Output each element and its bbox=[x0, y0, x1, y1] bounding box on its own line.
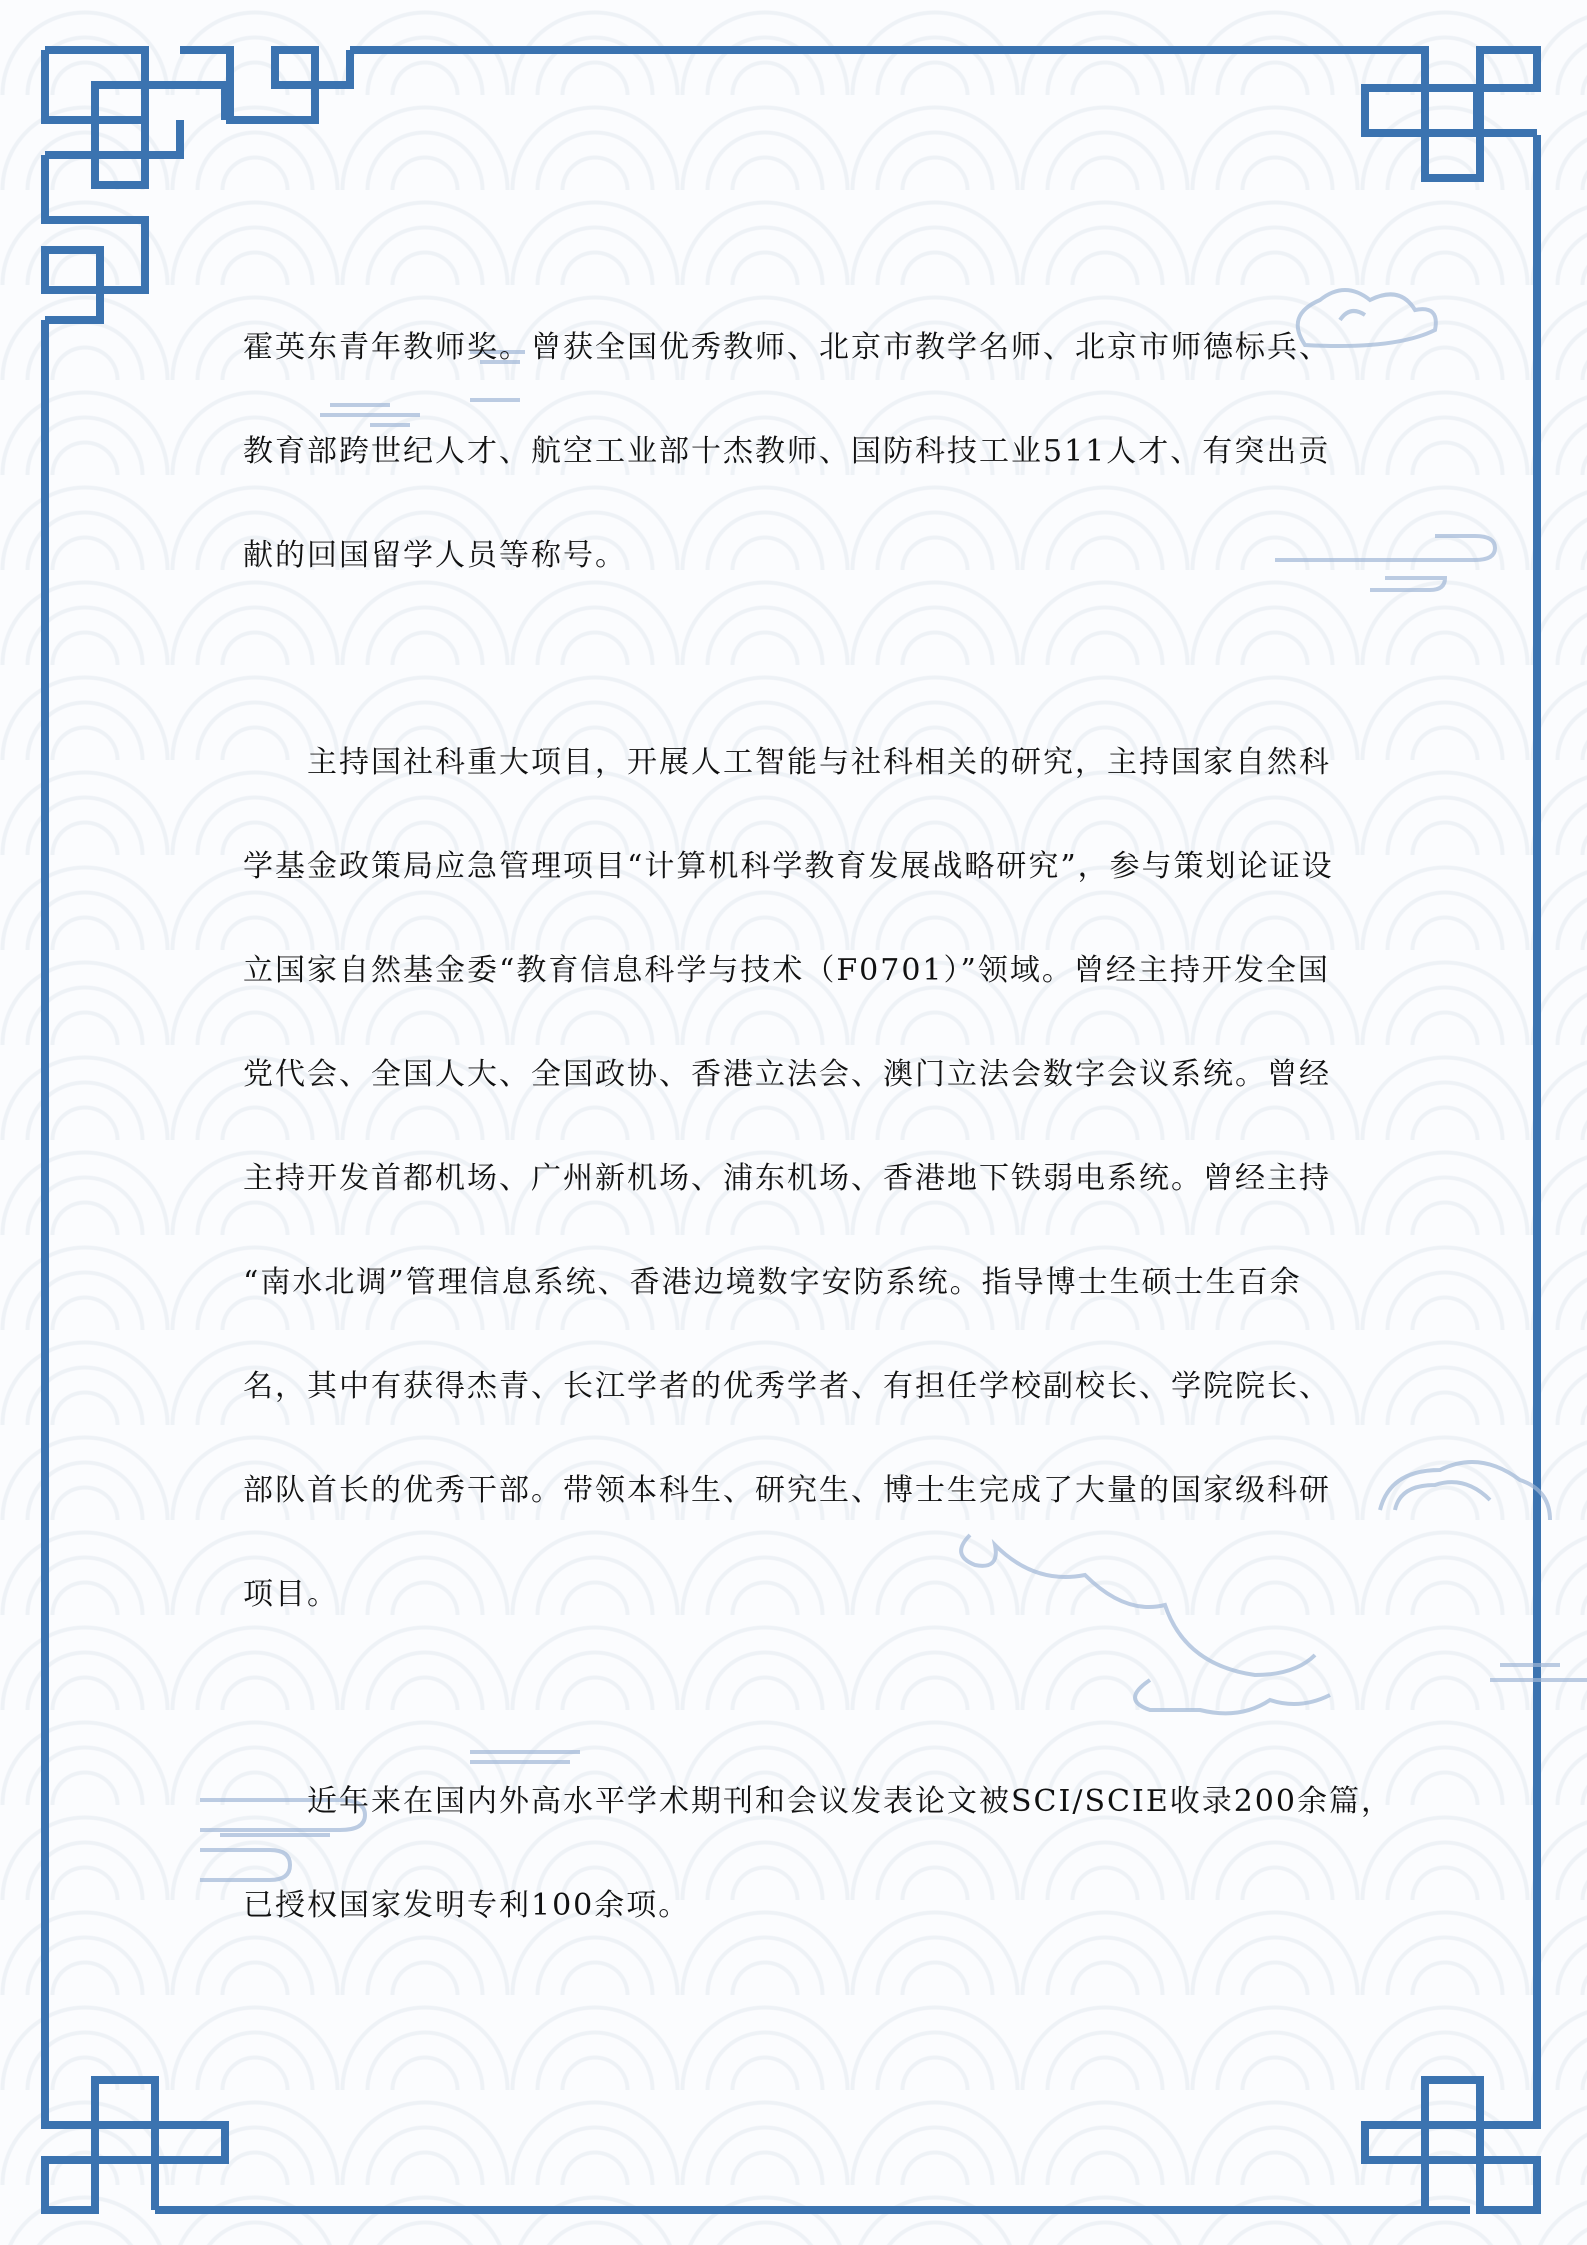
text-line: 学基金政策局应急管理项目“计算机科学教育发展战略研究”，参与策划论证设 bbox=[243, 849, 1334, 884]
text-line: 已授权国家发明专利100余项。 bbox=[243, 1888, 691, 1923]
corner-knot-top-right bbox=[1240, 50, 1537, 178]
text-line: 主持开发首都机场、广州新机场、浦东机场、香港地下铁弱电系统。曾经主持 bbox=[243, 1161, 1331, 1196]
wave-stroke-right bbox=[1275, 536, 1495, 590]
text-line: 部队首长的优秀干部。带领本科生、研究生、博士生完成了大量的国家级科研 bbox=[243, 1473, 1331, 1508]
text-line: 项目。 bbox=[243, 1577, 339, 1612]
text-line: 霍英东青年教师奖。曾获全国优秀教师、北京市教学名师、北京市师德标兵、 bbox=[243, 330, 1331, 365]
text-line: 名，其中有获得杰青、长江学者的优秀学者、有担任学校副校长、学院院长、 bbox=[243, 1369, 1331, 1404]
text-line: “南水北调”管理信息系统、香港边境数字安防系统。指导博士生硕士生百余 bbox=[243, 1265, 1302, 1300]
text-line: 近年来在国内外高水平学术期刊和会议发表论文被SCI/SCIE收录200余篇， bbox=[307, 1784, 1393, 1819]
text-line: 党代会、全国人大、全国政协、香港立法会、澳门立法会数字会议系统。曾经 bbox=[243, 1057, 1331, 1092]
corner-knot-top-left bbox=[45, 50, 350, 320]
text-line: 立国家自然基金委“教育信息科学与技术（F0701）”领域。曾经主持开发全国 bbox=[243, 953, 1330, 988]
corner-knot-bottom-left bbox=[45, 2010, 225, 2210]
text-line: 献的回国留学人员等称号。 bbox=[243, 538, 627, 573]
text-line: 主持国社科重大项目，开展人工智能与社科相关的研究，主持国家自然科 bbox=[307, 745, 1331, 780]
corner-knot-bottom-right bbox=[1365, 2080, 1537, 2210]
text-line: 教育部跨世纪人才、航空工业部十杰教师、国防科技工业511人才、有突出贡 bbox=[243, 434, 1331, 469]
